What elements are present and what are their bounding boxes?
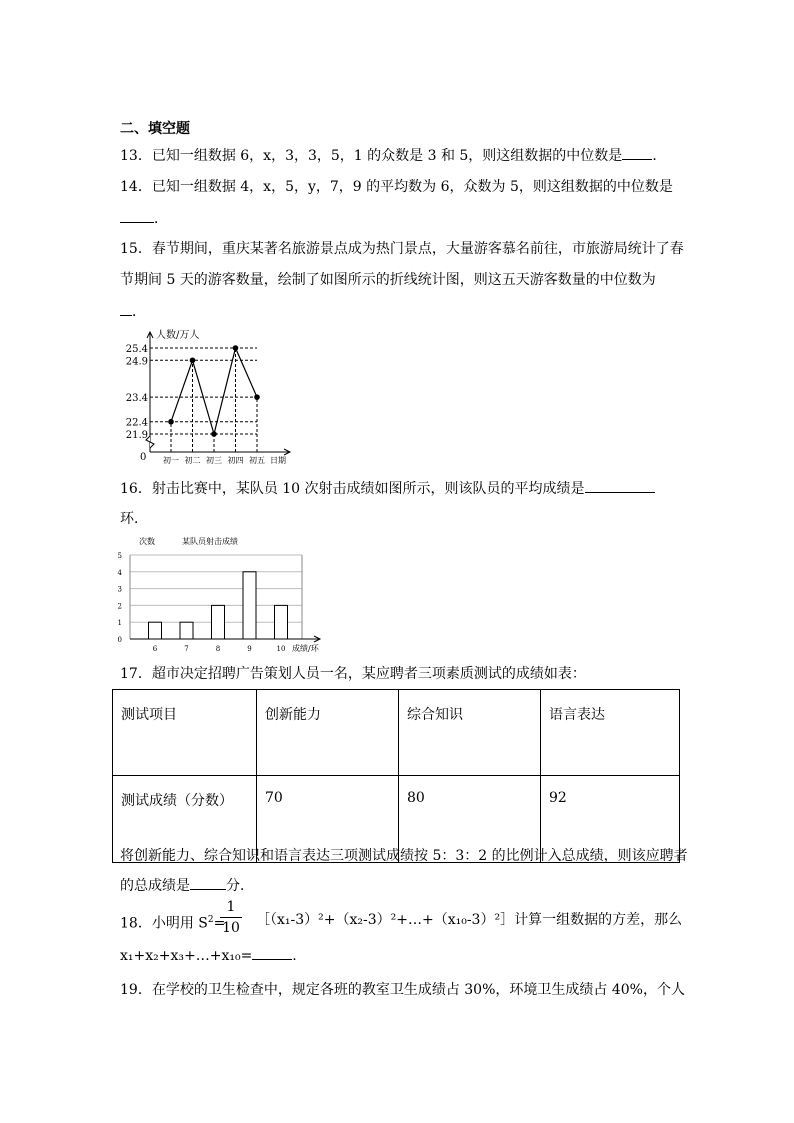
question-18-prefix-text: 18．小明用 S — [120, 915, 208, 932]
question-19-line1: 19．在学校的卫生检查中，规定各班的教室卫生成绩占 30%，环境卫生成绩占 40%，个人 — [120, 982, 685, 998]
y-tick-label: 3 — [117, 585, 122, 594]
question-13-text: 13．已知一组数据 6，x，3，3，5，1 的众数是 3 和 5，则这组数据的中位数是 — [120, 148, 623, 164]
question-14-line2 — [120, 208, 168, 229]
question-18-tail: . — [292, 948, 297, 964]
question-18-body: ［（x₁-3）²+（x₂-3）²+…+（x₁₀-3）²］计算一组数据的方差，那么 — [256, 912, 683, 928]
y-tick-label: 0 — [117, 636, 122, 644]
series-line — [171, 348, 257, 434]
y-axis-label: 次数 — [139, 537, 155, 546]
x-tick-label: 初四 — [227, 456, 244, 465]
table-cell: 70 — [257, 776, 399, 863]
square-superscript: 2 — [207, 915, 214, 925]
answer-blank-15[interactable] — [120, 301, 132, 316]
x-tick-label: 初五 — [249, 456, 265, 465]
chart-title: 某队员射击成绩 — [182, 537, 238, 546]
x-axis-label: 日期 — [270, 456, 286, 465]
table-header-cell: 创新能力 — [257, 690, 399, 776]
question-13 — [120, 145, 666, 166]
y-tick-label: 5 — [117, 552, 122, 560]
fraction-denominator: 10 — [222, 920, 240, 936]
line-chart-tourists — [115, 322, 300, 470]
x-tick-label: 10 — [276, 645, 286, 653]
x-tick-label: 初一 — [163, 456, 179, 465]
fraction — [220, 898, 242, 937]
answer-blank-14[interactable] — [120, 208, 154, 223]
y-tick-label: 24.9 — [125, 356, 148, 368]
question-18-eq: = — [213, 915, 226, 932]
table-header-row — [113, 690, 680, 776]
bar-chart-shooting — [112, 532, 332, 656]
y-tick-label: 2 — [117, 602, 122, 611]
y-axis-label: 人数/万人 — [156, 330, 200, 341]
answer-blank-17[interactable] — [190, 875, 226, 890]
data-point — [190, 357, 196, 363]
answer-blank-18[interactable] — [252, 945, 292, 960]
answer-blank-16[interactable] — [585, 478, 655, 493]
question-18-prefix — [120, 910, 225, 934]
question-17-after2 — [120, 875, 254, 896]
question-15-line3 — [120, 301, 146, 322]
table-header-cell: 测试项目 — [113, 690, 257, 776]
question-15-tail: ． — [132, 304, 146, 320]
question-17-after2b: 分． — [226, 878, 254, 894]
y-tick-label: 25.4 — [125, 344, 148, 355]
y-tick-label: 21.9 — [125, 430, 148, 441]
data-point — [233, 345, 239, 351]
score-table — [112, 689, 680, 863]
bar — [275, 605, 288, 639]
data-point — [168, 419, 174, 425]
question-13-tail: ． — [652, 148, 667, 164]
question-18-sum: x₁+x₂+x₃+…+x₁₀= — [120, 948, 253, 964]
x-tick-label: 初二 — [184, 456, 201, 465]
y-tick-label: 23.4 — [125, 393, 148, 405]
question-16-text: 16．射击比赛中，某队员 10 次射击成绩如图所示，则该队员的平均成绩是 — [120, 481, 585, 497]
question-15-line1: 15．春节期间，重庆某著名旅游景点成为热门景点，大量游客慕名前往，市旅游局统计了春 — [120, 241, 684, 257]
question-14-line1: 14．已知一组数据 4，x，5，y，7，9 的平均数为 6，众数为 5，则这组数据的中位数是 — [120, 179, 673, 195]
question-17-after2a: 的总成绩是 — [120, 878, 190, 894]
question-15-line2: 节期间 5 天的游客数量，绘制了如图所示的折线统计图，则这五天游客数量的中位数为 — [120, 272, 656, 288]
table-header-cell: 综合知识 — [399, 690, 541, 776]
section-title: 二、填空题 — [120, 121, 190, 137]
question-14-tail: ． — [154, 211, 168, 227]
question-17-after1: 将创新能力、综合知识和语言表达三项测试成绩按 5：3：2 的比例计入总成绩，则该应聘者 — [120, 848, 688, 864]
table-cell: 80 — [399, 776, 541, 863]
table-header-cell: 语言表达 — [541, 690, 680, 776]
fraction-numerator: 1 — [226, 899, 236, 915]
x-tick-label: 9 — [247, 645, 252, 653]
question-17-line1: 17．超市决定招聘广告策划人员一名，某应聘者三项素质测试的成绩如表： — [120, 666, 586, 682]
origin-label: 0 — [140, 452, 147, 463]
y-tick-label: 1 — [117, 619, 122, 628]
fraction-bar — [220, 917, 242, 918]
table-cell: 测试成绩（分数） — [113, 776, 257, 863]
y-tick-label: 22.4 — [125, 417, 148, 429]
bar — [180, 622, 193, 639]
bar — [243, 572, 256, 639]
data-point — [254, 394, 260, 400]
x-tick-label: 8 — [215, 645, 221, 653]
x-tick-label: 初三 — [206, 456, 222, 465]
x-tick-label: 7 — [184, 645, 189, 653]
table-cell: 92 — [541, 776, 680, 863]
x-tick-label: 6 — [152, 645, 158, 653]
bar — [212, 605, 225, 639]
question-16-line1 — [120, 478, 655, 499]
x-axis-label: 成绩/环 — [292, 644, 319, 653]
data-point — [211, 431, 217, 437]
bar — [149, 622, 162, 639]
question-18-line2 — [120, 945, 297, 966]
answer-blank-13[interactable] — [622, 145, 652, 160]
y-tick-label: 4 — [117, 568, 122, 577]
question-16-line2: 环． — [120, 511, 148, 527]
